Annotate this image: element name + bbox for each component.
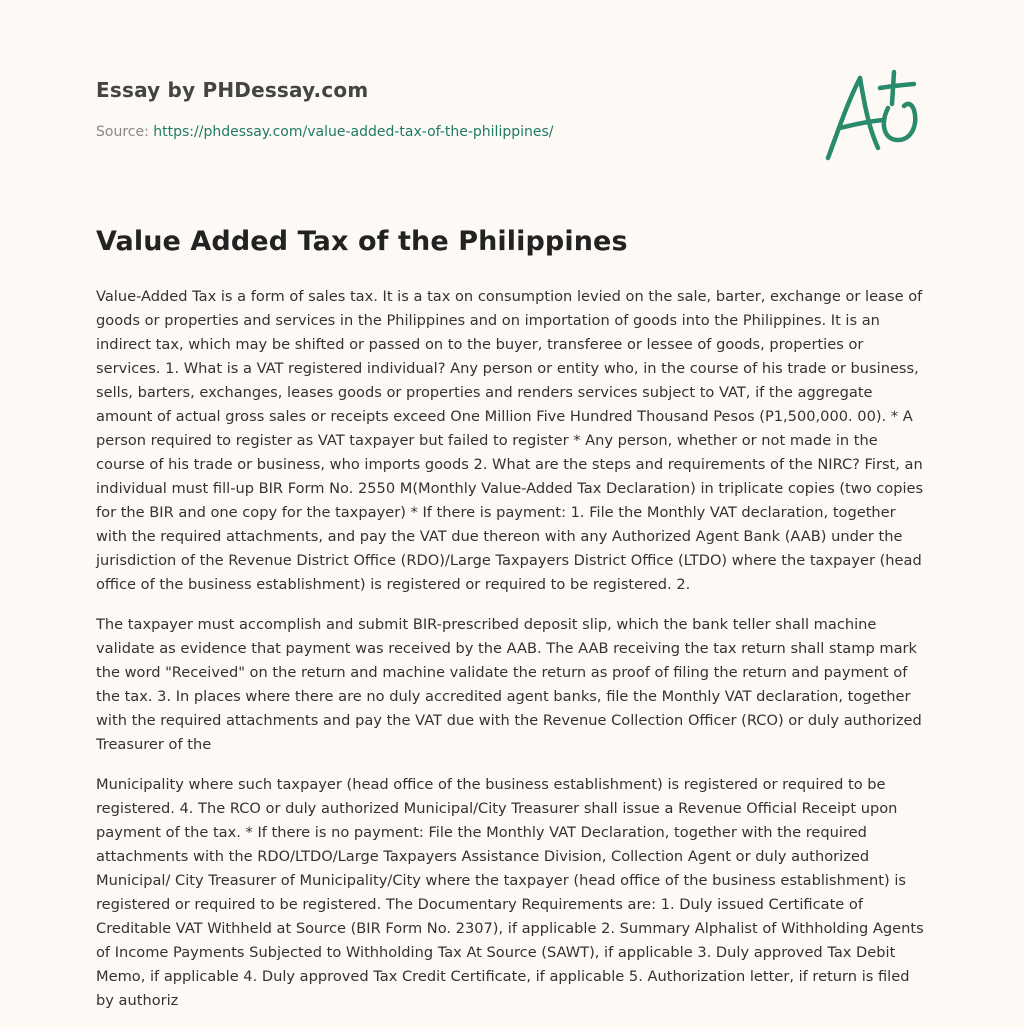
site-title: Essay by PHDessay.com	[96, 78, 369, 102]
essay-paragraph: Municipality where such taxpayer (head office of the business establishment) is registered or required to be registered. 4. The RCO or duly authorized Municipal/City Treasurer shall issue a Revenue Official Receipt upon payment of the tax. * If there is no payment: File the Monthly VAT Declaration, together with the required attachments with the RDO/LTDO/Large Taxpayers Assistance Division, Collection Agent or duly authorized Municipal/ City Treasurer of Municipality/City where the taxpayer (head office of the business establishment) is registered or required to be registered. The Documentary Requirements are: 1. Duly issued Certificate of Creditable VAT Withheld at Source (BIR Form No. 2307), if applicable 2. Summary Alphalist of Withholding Agents of Income Payments Subjected to Withholding Tax At Source (SAWT), if applicable 3. Duly approved Tax Debit Memo, if applicable 4. Duly approved Tax Credit Certificate, if applicable 5. Authorization letter, if return is filed by authoriz	[96, 776, 924, 1009]
essay-title: Value Added Tax of the Philippines	[96, 226, 628, 257]
source-label: Source:	[96, 124, 154, 140]
essay-body	[96, 285, 930, 1029]
essay-paragraph: The taxpayer must accomplish and submit BIR-prescribed deposit slip, which the bank teller shall machine validate as evidence that payment was received by the AAB. The AAB receiving the tax return shall stamp mark the word "Received" on the return and machine validate the return as proof of filing the return and payment of the tax. 3. In places where there are no duly accredited agent banks, file the Monthly VAT declaration, together with the required attachments and pay the VAT due with the Revenue Collection Officer (RCO) or duly authorized Treasurer of the	[96, 616, 922, 753]
a-plus-grade-icon	[818, 66, 930, 166]
source-link[interactable]: https://phdessay.com/value-added-tax-of-the-philippines/	[153, 124, 554, 140]
source-line	[96, 124, 554, 140]
essay-paragraph: Value-Added Tax is a form of sales tax. It is a tax on consumption levied on the sale, barter, exchange or lease of goods or properties and services in the Philippines and on importation of goods into the Philippines. It is an indirect tax, which may be shifted or passed on to the buyer, transferee or lessee of goods, properties or services. 1. What is a VAT registered individual? Any person or entity who, in the course of his trade or business, sells, barters, exchanges, leases goods or properties and renders services subject to VAT, if the aggregate amount of actual gross sales or receipts exceed One Million Five Hundred Thousand Pesos (P1,500,000. 00). * A person required to register as VAT taxpayer but failed to register * Any person, whether or not made in the course of his trade or business, who imports goods 2. What are the steps and requirements of the NIRC? First, an individual must fill-up BIR Form No. 2550 M(Monthly Value-Added Tax Declaration) in triplicate copies (two copies for the BIR and one copy for the taxpayer) * If there is payment: 1. File the Monthly VAT declaration, together with the required attachments, and pay the VAT due thereon with any Authorized Agent Bank (AAB) under the jurisdiction of the Revenue District Office (RDO)/Large Taxpayers District Office (LTDO) where the taxpayer (head office of the business establishment) is registered or required to be registered. 2.	[96, 288, 924, 593]
